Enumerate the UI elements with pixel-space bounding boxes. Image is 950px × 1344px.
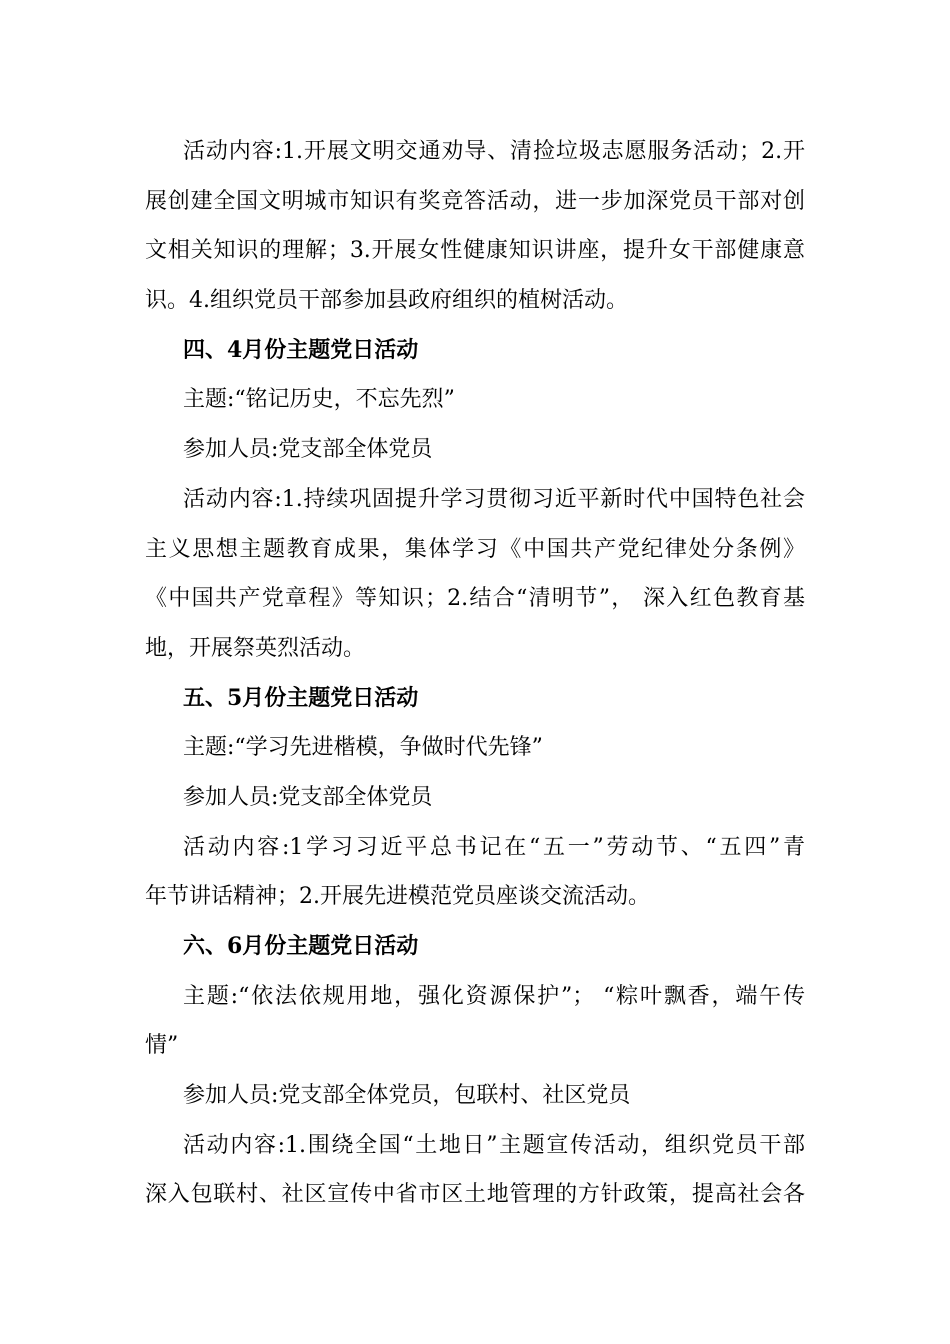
theme-line: 情” [145,1033,179,1059]
april-section [145,326,805,674]
june-section [145,922,805,1220]
theme-line: 主题:“依法依规用地，强化资源保护”； “粽叶飘香，端午传 [183,983,805,1009]
document-page [145,127,805,1220]
section-heading-june: 六、6月份主题党日活动 [183,933,419,959]
activity-content-line: 展创建全国文明城市知识有奖竞答活动，进一步加深党员干部对创 [145,188,805,214]
participants-line: 参加人员:党支部全体党员 [183,784,433,810]
activity-content-line: 文相关知识的理解；3.开展女性健康知识讲座，提升女干部健康意 [145,238,805,264]
activity-content-line: 活动内容:1.围绕全国“土地日”主题宣传活动，组织党员干部 [183,1132,805,1158]
activity-content-line: 识。4.组织党员干部参加县政府组织的植树活动。 [145,288,628,314]
theme-line: 主题:“铭记历史，不忘先烈” [183,387,455,413]
theme-line: 主题:“学习先进楷模，争做时代先锋” [183,735,543,761]
activity-content-line: 年节讲话精神；2.开展先进模范党员座谈交流活动。 [145,884,650,910]
activity-content-line: 活动内容:1.开展文明交通劝导、清捡垃圾志愿服务活动；2.开 [183,139,805,164]
section-heading-may: 五、5月份主题党日活动 [183,684,419,711]
participants-line: 参加人员:党支部全体党员，包联村、社区党员 [183,1083,631,1109]
section-heading-april: 四、4月份主题党日活动 [183,336,419,363]
may-section [145,674,805,922]
activity-content-line: 主义思想主题教育成果，集体学习《中国共产党纪律处分条例》 [145,536,805,562]
activity-content-line: 活动内容:1学习习近平总书记在“五一”劳动节、“五四”青 [183,834,805,860]
activity-content-line: 《中国共产党章程》等知识；2.结合“清明节”， 深入红色教育基 [145,586,805,612]
activity-content-line: 地，开展祭英烈活动。 [145,635,366,661]
activity-content-line: 活动内容:1.持续巩固提升学习贯彻习近平新时代中国特色社会 [183,486,805,512]
previous-activity-content [145,127,805,326]
participants-line: 参加人员:党支部全体党员 [183,437,433,463]
activity-content-line: 深入包联村、社区宣传中省市区土地管理的方针政策，提高社会各 [145,1182,805,1208]
